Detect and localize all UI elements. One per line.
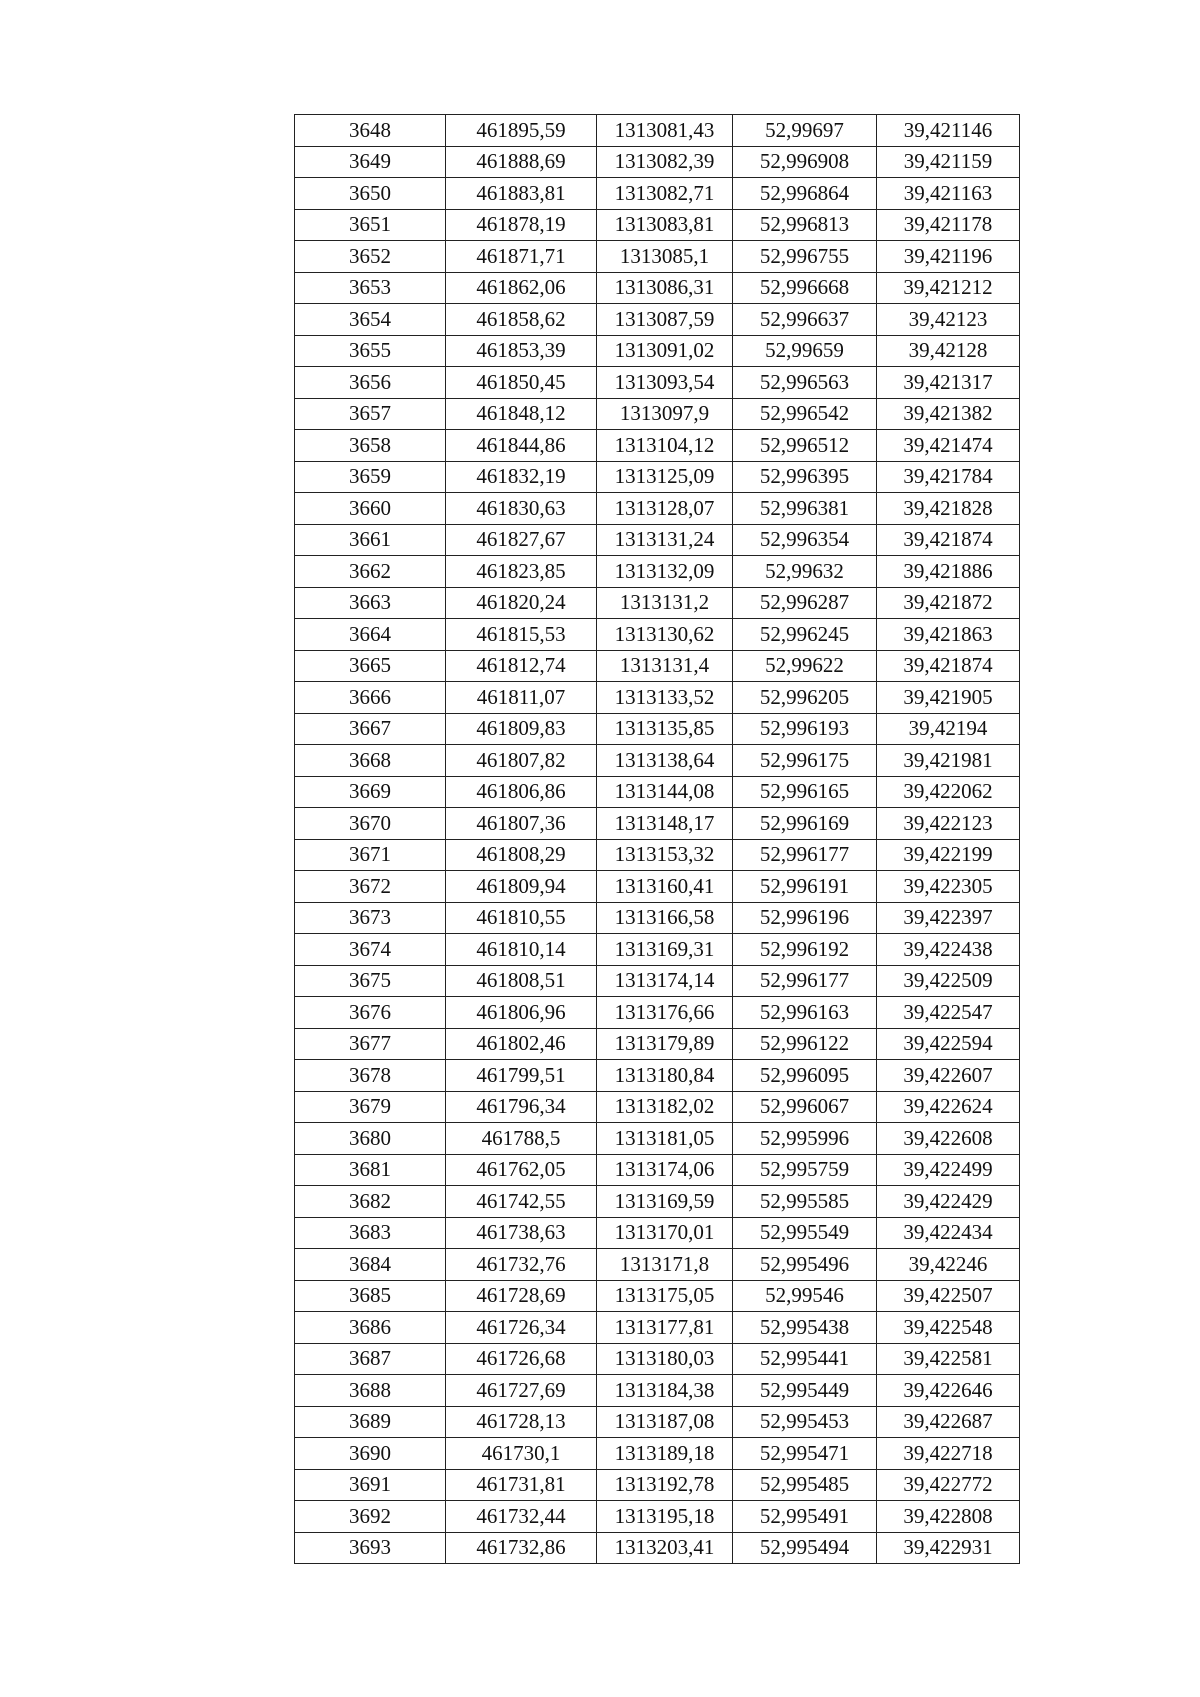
x-coordinate-cell: 461878,19 (446, 209, 597, 241)
latitude-cell: 52,995496 (733, 1249, 877, 1281)
y-coordinate-cell: 1313180,03 (597, 1343, 733, 1375)
point-number-cell: 3669 (295, 776, 446, 808)
point-number-cell: 3682 (295, 1186, 446, 1218)
table-row (295, 461, 1020, 493)
latitude-cell: 52,996354 (733, 524, 877, 556)
latitude-cell: 52,996165 (733, 776, 877, 808)
point-number-cell: 3662 (295, 556, 446, 588)
y-coordinate-cell: 1313082,71 (597, 178, 733, 210)
longitude-cell: 39,422507 (877, 1280, 1020, 1312)
longitude-cell: 39,421317 (877, 367, 1020, 399)
x-coordinate-cell: 461850,45 (446, 367, 597, 399)
table-row (295, 650, 1020, 682)
latitude-cell: 52,996542 (733, 398, 877, 430)
latitude-cell: 52,995996 (733, 1123, 877, 1155)
latitude-cell: 52,996813 (733, 209, 877, 241)
latitude-cell: 52,996668 (733, 272, 877, 304)
y-coordinate-cell: 1313148,17 (597, 808, 733, 840)
x-coordinate-cell: 461728,13 (446, 1406, 597, 1438)
table-row (295, 1438, 1020, 1470)
longitude-cell: 39,421874 (877, 524, 1020, 556)
latitude-cell: 52,996755 (733, 241, 877, 273)
table-row (295, 1249, 1020, 1281)
table-row (295, 1469, 1020, 1501)
x-coordinate-cell: 461788,5 (446, 1123, 597, 1155)
longitude-cell: 39,422062 (877, 776, 1020, 808)
x-coordinate-cell: 461809,94 (446, 871, 597, 903)
y-coordinate-cell: 1313171,8 (597, 1249, 733, 1281)
y-coordinate-cell: 1313189,18 (597, 1438, 733, 1470)
table-row (295, 493, 1020, 525)
table-row (295, 1186, 1020, 1218)
table-row (295, 430, 1020, 462)
y-coordinate-cell: 1313166,58 (597, 902, 733, 934)
table-row (295, 1343, 1020, 1375)
longitude-cell: 39,421828 (877, 493, 1020, 525)
latitude-cell: 52,995585 (733, 1186, 877, 1218)
y-coordinate-cell: 1313153,32 (597, 839, 733, 871)
table-row (295, 146, 1020, 178)
x-coordinate-cell: 461883,81 (446, 178, 597, 210)
point-number-cell: 3687 (295, 1343, 446, 1375)
x-coordinate-cell: 461731,81 (446, 1469, 597, 1501)
point-number-cell: 3659 (295, 461, 446, 493)
y-coordinate-cell: 1313169,31 (597, 934, 733, 966)
longitude-cell: 39,422624 (877, 1091, 1020, 1123)
x-coordinate-cell: 461844,86 (446, 430, 597, 462)
y-coordinate-cell: 1313174,06 (597, 1154, 733, 1186)
table-row (295, 997, 1020, 1029)
table-row (295, 1501, 1020, 1533)
table-row (295, 934, 1020, 966)
latitude-cell: 52,996177 (733, 965, 877, 997)
latitude-cell: 52,996191 (733, 871, 877, 903)
latitude-cell: 52,996287 (733, 587, 877, 619)
y-coordinate-cell: 1313160,41 (597, 871, 733, 903)
point-number-cell: 3686 (295, 1312, 446, 1344)
latitude-cell: 52,995449 (733, 1375, 877, 1407)
x-coordinate-cell: 461738,63 (446, 1217, 597, 1249)
longitude-cell: 39,42194 (877, 713, 1020, 745)
y-coordinate-cell: 1313180,84 (597, 1060, 733, 1092)
point-number-cell: 3655 (295, 335, 446, 367)
point-number-cell: 3677 (295, 1028, 446, 1060)
y-coordinate-cell: 1313181,05 (597, 1123, 733, 1155)
point-number-cell: 3652 (295, 241, 446, 273)
y-coordinate-cell: 1313176,66 (597, 997, 733, 1029)
point-number-cell: 3673 (295, 902, 446, 934)
longitude-cell: 39,421886 (877, 556, 1020, 588)
y-coordinate-cell: 1313187,08 (597, 1406, 733, 1438)
longitude-cell: 39,421981 (877, 745, 1020, 777)
point-number-cell: 3661 (295, 524, 446, 556)
y-coordinate-cell: 1313131,4 (597, 650, 733, 682)
latitude-cell: 52,996908 (733, 146, 877, 178)
x-coordinate-cell: 461853,39 (446, 335, 597, 367)
longitude-cell: 39,422548 (877, 1312, 1020, 1344)
longitude-cell: 39,422305 (877, 871, 1020, 903)
table-row (295, 871, 1020, 903)
latitude-cell: 52,996637 (733, 304, 877, 336)
point-number-cell: 3648 (295, 115, 446, 147)
table-row (295, 1060, 1020, 1092)
table-row (295, 272, 1020, 304)
latitude-cell: 52,996381 (733, 493, 877, 525)
point-number-cell: 3658 (295, 430, 446, 462)
longitude-cell: 39,421863 (877, 619, 1020, 651)
y-coordinate-cell: 1313091,02 (597, 335, 733, 367)
latitude-cell: 52,996512 (733, 430, 877, 462)
longitude-cell: 39,422718 (877, 1438, 1020, 1470)
point-number-cell: 3653 (295, 272, 446, 304)
table-row (295, 304, 1020, 336)
x-coordinate-cell: 461802,46 (446, 1028, 597, 1060)
table-row (295, 839, 1020, 871)
y-coordinate-cell: 1313082,39 (597, 146, 733, 178)
y-coordinate-cell: 1313128,07 (597, 493, 733, 525)
latitude-cell: 52,99659 (733, 335, 877, 367)
latitude-cell: 52,996067 (733, 1091, 877, 1123)
latitude-cell: 52,995471 (733, 1438, 877, 1470)
table-row (295, 115, 1020, 147)
x-coordinate-cell: 461732,44 (446, 1501, 597, 1533)
x-coordinate-cell: 461806,96 (446, 997, 597, 1029)
y-coordinate-cell: 1313093,54 (597, 367, 733, 399)
table-row (295, 209, 1020, 241)
latitude-cell: 52,996864 (733, 178, 877, 210)
table-row (295, 1028, 1020, 1060)
longitude-cell: 39,421905 (877, 682, 1020, 714)
y-coordinate-cell: 1313175,05 (597, 1280, 733, 1312)
y-coordinate-cell: 1313192,78 (597, 1469, 733, 1501)
longitude-cell: 39,422438 (877, 934, 1020, 966)
longitude-cell: 39,421178 (877, 209, 1020, 241)
longitude-cell: 39,42128 (877, 335, 1020, 367)
point-number-cell: 3692 (295, 1501, 446, 1533)
latitude-cell: 52,995485 (733, 1469, 877, 1501)
y-coordinate-cell: 1313135,85 (597, 713, 733, 745)
longitude-cell: 39,422931 (877, 1532, 1020, 1564)
longitude-cell: 39,421874 (877, 650, 1020, 682)
x-coordinate-cell: 461807,82 (446, 745, 597, 777)
longitude-cell: 39,422646 (877, 1375, 1020, 1407)
x-coordinate-cell: 461806,86 (446, 776, 597, 808)
table-row (295, 1375, 1020, 1407)
point-number-cell: 3666 (295, 682, 446, 714)
latitude-cell: 52,996205 (733, 682, 877, 714)
point-number-cell: 3668 (295, 745, 446, 777)
latitude-cell: 52,996245 (733, 619, 877, 651)
latitude-cell: 52,996122 (733, 1028, 877, 1060)
y-coordinate-cell: 1313085,1 (597, 241, 733, 273)
longitude-cell: 39,422808 (877, 1501, 1020, 1533)
point-number-cell: 3689 (295, 1406, 446, 1438)
point-number-cell: 3651 (295, 209, 446, 241)
longitude-cell: 39,422499 (877, 1154, 1020, 1186)
x-coordinate-cell: 461820,24 (446, 587, 597, 619)
longitude-cell: 39,422123 (877, 808, 1020, 840)
y-coordinate-cell: 1313104,12 (597, 430, 733, 462)
point-number-cell: 3656 (295, 367, 446, 399)
point-number-cell: 3690 (295, 1438, 446, 1470)
x-coordinate-cell: 461799,51 (446, 1060, 597, 1092)
longitude-cell: 39,421872 (877, 587, 1020, 619)
x-coordinate-cell: 461827,67 (446, 524, 597, 556)
latitude-cell: 52,996177 (733, 839, 877, 871)
x-coordinate-cell: 461815,53 (446, 619, 597, 651)
x-coordinate-cell: 461726,68 (446, 1343, 597, 1375)
table-row (295, 682, 1020, 714)
x-coordinate-cell: 461832,19 (446, 461, 597, 493)
y-coordinate-cell: 1313133,52 (597, 682, 733, 714)
longitude-cell: 39,422594 (877, 1028, 1020, 1060)
longitude-cell: 39,421382 (877, 398, 1020, 430)
table-row (295, 965, 1020, 997)
y-coordinate-cell: 1313195,18 (597, 1501, 733, 1533)
point-number-cell: 3654 (295, 304, 446, 336)
longitude-cell: 39,422509 (877, 965, 1020, 997)
longitude-cell: 39,422607 (877, 1060, 1020, 1092)
longitude-cell: 39,422687 (877, 1406, 1020, 1438)
point-number-cell: 3670 (295, 808, 446, 840)
y-coordinate-cell: 1313182,02 (597, 1091, 733, 1123)
point-number-cell: 3671 (295, 839, 446, 871)
longitude-cell: 39,421212 (877, 272, 1020, 304)
longitude-cell: 39,421784 (877, 461, 1020, 493)
y-coordinate-cell: 1313087,59 (597, 304, 733, 336)
point-number-cell: 3663 (295, 587, 446, 619)
longitude-cell: 39,422397 (877, 902, 1020, 934)
table-row (295, 178, 1020, 210)
latitude-cell: 52,99622 (733, 650, 877, 682)
y-coordinate-cell: 1313083,81 (597, 209, 733, 241)
x-coordinate-cell: 461762,05 (446, 1154, 597, 1186)
y-coordinate-cell: 1313131,24 (597, 524, 733, 556)
longitude-cell: 39,422772 (877, 1469, 1020, 1501)
table-row (295, 524, 1020, 556)
table-row (295, 776, 1020, 808)
point-number-cell: 3665 (295, 650, 446, 682)
x-coordinate-cell: 461730,1 (446, 1438, 597, 1470)
y-coordinate-cell: 1313132,09 (597, 556, 733, 588)
table-row (295, 808, 1020, 840)
y-coordinate-cell: 1313169,59 (597, 1186, 733, 1218)
latitude-cell: 52,995759 (733, 1154, 877, 1186)
x-coordinate-cell: 461830,63 (446, 493, 597, 525)
y-coordinate-cell: 1313184,38 (597, 1375, 733, 1407)
latitude-cell: 52,996095 (733, 1060, 877, 1092)
table-row (295, 902, 1020, 934)
latitude-cell: 52,996192 (733, 934, 877, 966)
longitude-cell: 39,422581 (877, 1343, 1020, 1375)
longitude-cell: 39,421474 (877, 430, 1020, 462)
table-row (295, 1123, 1020, 1155)
x-coordinate-cell: 461808,51 (446, 965, 597, 997)
longitude-cell: 39,422429 (877, 1186, 1020, 1218)
table-row (295, 619, 1020, 651)
x-coordinate-cell: 461727,69 (446, 1375, 597, 1407)
point-number-cell: 3678 (295, 1060, 446, 1092)
latitude-cell: 52,995491 (733, 1501, 877, 1533)
table-row (295, 587, 1020, 619)
y-coordinate-cell: 1313179,89 (597, 1028, 733, 1060)
longitude-cell: 39,421196 (877, 241, 1020, 273)
longitude-cell: 39,422547 (877, 997, 1020, 1029)
coordinates-table (294, 114, 1020, 1564)
table-row (295, 1280, 1020, 1312)
y-coordinate-cell: 1313174,14 (597, 965, 733, 997)
point-number-cell: 3664 (295, 619, 446, 651)
table-row (295, 745, 1020, 777)
point-number-cell: 3675 (295, 965, 446, 997)
x-coordinate-cell: 461895,59 (446, 115, 597, 147)
x-coordinate-cell: 461807,36 (446, 808, 597, 840)
y-coordinate-cell: 1313081,43 (597, 115, 733, 147)
point-number-cell: 3667 (295, 713, 446, 745)
x-coordinate-cell: 461811,07 (446, 682, 597, 714)
latitude-cell: 52,995453 (733, 1406, 877, 1438)
point-number-cell: 3649 (295, 146, 446, 178)
point-number-cell: 3683 (295, 1217, 446, 1249)
point-number-cell: 3681 (295, 1154, 446, 1186)
longitude-cell: 39,421163 (877, 178, 1020, 210)
longitude-cell: 39,42123 (877, 304, 1020, 336)
table-row (295, 1532, 1020, 1564)
point-number-cell: 3650 (295, 178, 446, 210)
point-number-cell: 3684 (295, 1249, 446, 1281)
latitude-cell: 52,995494 (733, 1532, 877, 1564)
table-row (295, 1217, 1020, 1249)
table-row (295, 367, 1020, 399)
x-coordinate-cell: 461796,34 (446, 1091, 597, 1123)
latitude-cell: 52,995441 (733, 1343, 877, 1375)
latitude-cell: 52,996175 (733, 745, 877, 777)
latitude-cell: 52,996395 (733, 461, 877, 493)
longitude-cell: 39,422199 (877, 839, 1020, 871)
point-number-cell: 3688 (295, 1375, 446, 1407)
x-coordinate-cell: 461726,34 (446, 1312, 597, 1344)
point-number-cell: 3691 (295, 1469, 446, 1501)
x-coordinate-cell: 461728,69 (446, 1280, 597, 1312)
latitude-cell: 52,99632 (733, 556, 877, 588)
table-row (295, 241, 1020, 273)
x-coordinate-cell: 461848,12 (446, 398, 597, 430)
latitude-cell: 52,995438 (733, 1312, 877, 1344)
point-number-cell: 3676 (295, 997, 446, 1029)
y-coordinate-cell: 1313086,31 (597, 272, 733, 304)
x-coordinate-cell: 461823,85 (446, 556, 597, 588)
table-row (295, 556, 1020, 588)
longitude-cell: 39,421146 (877, 115, 1020, 147)
x-coordinate-cell: 461858,62 (446, 304, 597, 336)
table-row (295, 1406, 1020, 1438)
point-number-cell: 3680 (295, 1123, 446, 1155)
table-row (295, 398, 1020, 430)
longitude-cell: 39,422608 (877, 1123, 1020, 1155)
x-coordinate-cell: 461809,83 (446, 713, 597, 745)
table-row (295, 1154, 1020, 1186)
table-row (295, 335, 1020, 367)
point-number-cell: 3679 (295, 1091, 446, 1123)
y-coordinate-cell: 1313130,62 (597, 619, 733, 651)
point-number-cell: 3657 (295, 398, 446, 430)
point-number-cell: 3685 (295, 1280, 446, 1312)
x-coordinate-cell: 461732,86 (446, 1532, 597, 1564)
x-coordinate-cell: 461871,71 (446, 241, 597, 273)
point-number-cell: 3674 (295, 934, 446, 966)
latitude-cell: 52,996563 (733, 367, 877, 399)
latitude-cell: 52,996163 (733, 997, 877, 1029)
y-coordinate-cell: 1313170,01 (597, 1217, 733, 1249)
longitude-cell: 39,42246 (877, 1249, 1020, 1281)
latitude-cell: 52,996169 (733, 808, 877, 840)
latitude-cell: 52,995549 (733, 1217, 877, 1249)
point-number-cell: 3660 (295, 493, 446, 525)
x-coordinate-cell: 461742,55 (446, 1186, 597, 1218)
table-row (295, 1091, 1020, 1123)
x-coordinate-cell: 461808,29 (446, 839, 597, 871)
y-coordinate-cell: 1313144,08 (597, 776, 733, 808)
latitude-cell: 52,996196 (733, 902, 877, 934)
longitude-cell: 39,422434 (877, 1217, 1020, 1249)
longitude-cell: 39,421159 (877, 146, 1020, 178)
point-number-cell: 3672 (295, 871, 446, 903)
x-coordinate-cell: 461888,69 (446, 146, 597, 178)
latitude-cell: 52,996193 (733, 713, 877, 745)
y-coordinate-cell: 1313138,64 (597, 745, 733, 777)
table-row (295, 1312, 1020, 1344)
latitude-cell: 52,99546 (733, 1280, 877, 1312)
x-coordinate-cell: 461732,76 (446, 1249, 597, 1281)
y-coordinate-cell: 1313131,2 (597, 587, 733, 619)
y-coordinate-cell: 1313125,09 (597, 461, 733, 493)
y-coordinate-cell: 1313177,81 (597, 1312, 733, 1344)
table-row (295, 713, 1020, 745)
x-coordinate-cell: 461862,06 (446, 272, 597, 304)
latitude-cell: 52,99697 (733, 115, 877, 147)
y-coordinate-cell: 1313097,9 (597, 398, 733, 430)
y-coordinate-cell: 1313203,41 (597, 1532, 733, 1564)
x-coordinate-cell: 461810,14 (446, 934, 597, 966)
point-number-cell: 3693 (295, 1532, 446, 1564)
x-coordinate-cell: 461810,55 (446, 902, 597, 934)
coordinates-table-body (295, 115, 1020, 1564)
x-coordinate-cell: 461812,74 (446, 650, 597, 682)
